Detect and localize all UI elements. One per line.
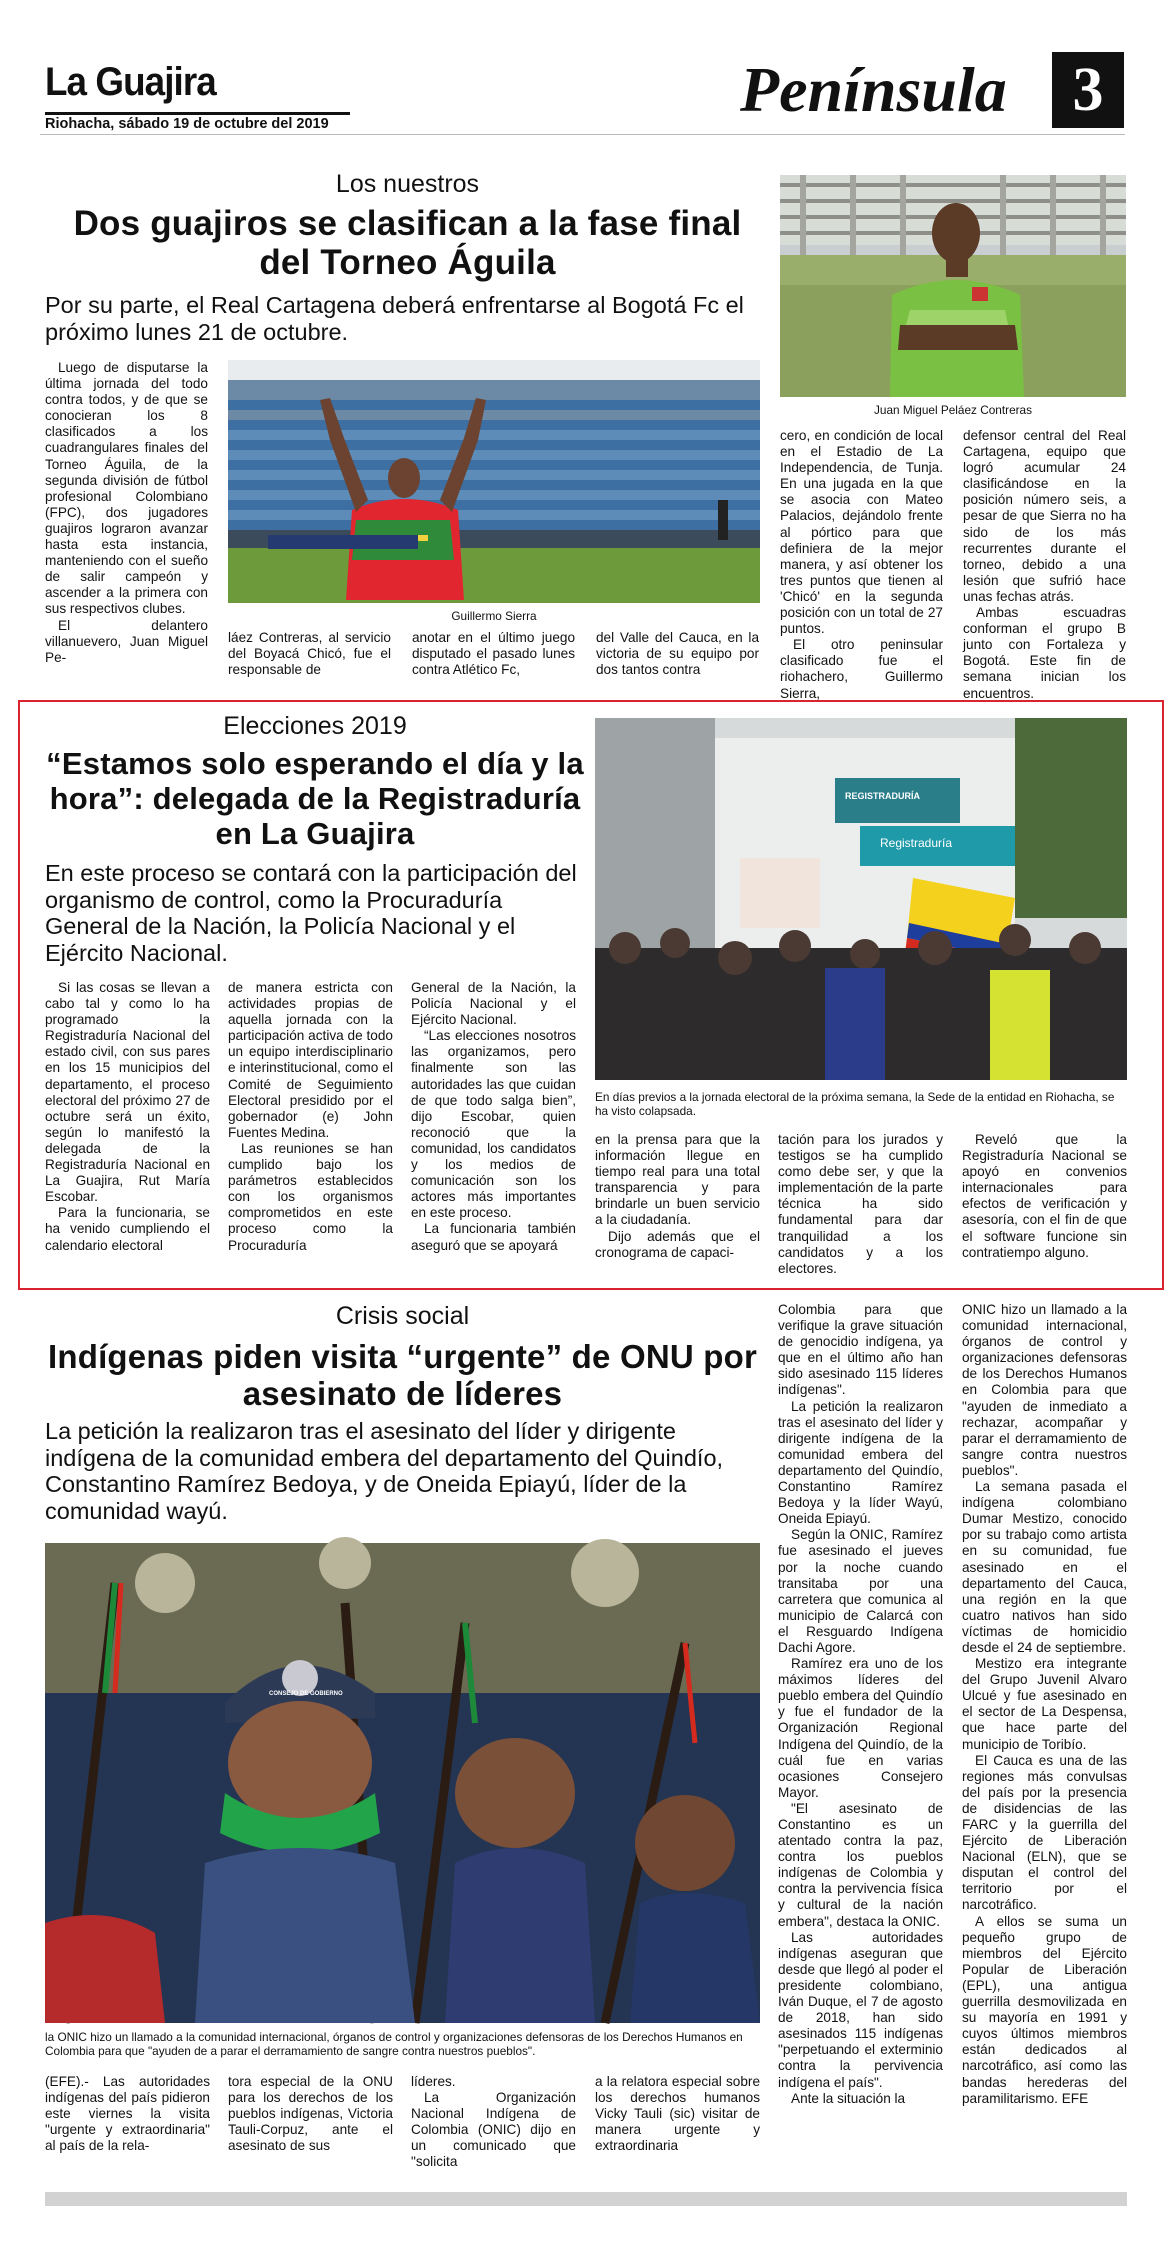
story2-column-2 xyxy=(228,980,393,1270)
photo-registraduria-caption: En días previos a la jornada electoral de la próxima semana, la Sede de la entidad en Riohacha, se ha visto colapsada. xyxy=(595,1090,1115,1118)
story3-paragraph: A ellos se suma un pequeño grupo de miembros del Ejército Popular de Liberación (EPL), una antigua guerrilla desmovilizada en su mayoría en 1991 y cuyos últimos miembros están dedicados al narcotráfico, así como las bandas herederas del paramilitarismo. EFE xyxy=(962,1913,1127,2106)
story2-paragraph: Las reuniones se han cumplido bajo los parámetros establecidos con los organismos comprometidos en este proceso como la Procuraduría xyxy=(228,1140,393,1253)
story3-paragraph: Colombia para que verifique la grave situación de genocidio indígena, ya que en el último año han sido asesinado 115 líderes indígenas". xyxy=(778,1302,943,1398)
photo-pelaez xyxy=(780,175,1126,397)
story2-column-4 xyxy=(595,1132,760,1270)
story1-column-3 xyxy=(412,630,575,692)
photo-pelaez-caption: Juan Miguel Peláez Contreras xyxy=(873,403,1033,417)
registraduria-crowd-image xyxy=(595,718,1127,1080)
dateline: Riohacha, sábado 19 de octubre del 2019 xyxy=(45,116,329,132)
story3-column-4 xyxy=(595,2074,760,2194)
story1-kicker: Los nuestros xyxy=(335,170,480,198)
story1-paragraph: anotar en el último juego disputado el pasado lunes contra Atlético Fc, xyxy=(412,630,575,678)
story3-headline: Indígenas piden visita “urgente” de ONU por asesinato de líderes xyxy=(47,1338,758,1412)
story1-paragraph: Ambas escuadras conforman el grupo B junto con Fortaleza y Bogotá. Este fin de semana inician los encuentros. xyxy=(963,605,1126,701)
section-name: Península xyxy=(740,54,1007,125)
story3-column-6 xyxy=(962,1302,1127,2194)
story2-paragraph: tación para los jurados y testigos se ha cumplido como debe ser, y que la implementación de la parte técnica ha sido fundamental para dar tranquilidad a los candidatos y a los electores. xyxy=(778,1132,943,1276)
story3-paragraph: líderes. xyxy=(411,2074,456,2089)
story1-paragraph: El otro peninsular clasificado fue el riohachero, Guillermo Sierra, xyxy=(780,637,943,701)
story2-column-5 xyxy=(778,1132,943,1276)
masthead-rule xyxy=(45,112,350,115)
story3-paragraph: Las autoridades indígenas aseguran que desde que llegó al poder el presidente colombiano, Iván Duque, el 7 de agosto de 2018, han sido asesinados 115 indígenas "perpetuando el exterminio contra la pervivencia indígena el país". xyxy=(778,1929,943,2090)
story1-paragraph: defensor central del Real Cartagena, equipo que logró acumular 24 clasificándose en la posición número seis, a pesar de que Sierra no ha sido de los más recurrentes durante el torneo, debido a una lesión que sufrió hace unas fechas atrás. xyxy=(963,428,1126,604)
story3-paragraph: ONIC hizo un llamado a la comunidad internacional, órganos de control y organizaciones defensoras de los Derechos Humanos en Colombia para que "ayuden de inmediato a rechazar, acompañar y parar el derramamiento de sangre contra nuestros pueblos". xyxy=(962,1302,1127,1478)
story1-column-1 xyxy=(45,360,208,692)
story3-column-5 xyxy=(778,1302,943,2194)
story2-deck: En este proceso se contará con la participación del organismo de control, como la Procuraduría General de la Nación, la Policía Nacional y el Ejército Nacional. xyxy=(45,860,577,966)
paper-name: La Guajira xyxy=(45,60,216,104)
story2-column-3 xyxy=(411,980,576,1270)
story1-column-5 xyxy=(780,428,943,701)
story3-deck: La petición la realizaron tras el asesinato del líder y dirigente indígena de la comunidad embera del departamento del Quindío, Constantino Ramírez Bedoya, y de Oneida Epiayú, líder de la comunidad wayú. xyxy=(45,1418,724,1524)
photo-indigenas xyxy=(45,1543,760,2023)
story1-paragraph: El delantero villanuevero, Juan Miguel Pe- xyxy=(45,617,208,665)
story1-paragraph: láez Contreras, al servicio del Boyacá Chicó, fue el responsable de xyxy=(228,630,391,678)
story1-column-4 xyxy=(596,630,759,692)
story3-paragraph: La petición la realizaron tras el asesinato del líder y dirigente indígena de la comunidad embera del departamento del Quindío, Constantino Ramírez Bedoya y la líder Wayú, Oneida Epiayú. xyxy=(778,1398,943,1527)
story1-paragraph: cero, en condición de local en el Estadio de La Independencia, de Tunja. En una jugada en la que se asocia con Mateo Palacios, dejándolo frente al pórtico para que definiera de la mejor manera, y así obtener los tres puntos que tienen al 'Chicó' en la segunda posición con un total de 27 puntos. xyxy=(780,428,943,637)
page-number: 3 xyxy=(1072,56,1104,124)
story2-column-6 xyxy=(962,1132,1127,1270)
story-torneo-aguila xyxy=(0,160,1165,701)
masthead xyxy=(0,0,1165,140)
photo-cap-text: CONSEJO DE GOBIERNO xyxy=(269,1691,343,1697)
story3-column-2 xyxy=(228,2074,393,2194)
story1-headline: Dos guajiros se clasifican a la fase final del Torneo Águila xyxy=(73,204,742,282)
story3-paragraph: Según la ONIC, Ramírez fue asesinado el jueves por la noche cuando transitaba por una carretera que comunica al municipio de Calarcá con el Resguardo Indígena Dachi Agore. xyxy=(778,1527,943,1655)
story-elecciones xyxy=(0,700,1165,1290)
story2-paragraph: La funcionaria también aseguró que se apoyará xyxy=(411,1221,576,1253)
page-footer-bar xyxy=(45,2192,1127,2206)
player-portrait-image xyxy=(780,175,1126,397)
story3-paragraph: tora especial de la ONU para los derechos de los pueblos indígenas, Victoria Tauli-Corpuz, ante el asesinato de sus xyxy=(228,2074,393,2154)
story2-paragraph: Si las cosas se llevan a cabo tal y como lo ha programado la Registraduría Nacional del estado civil, con sus pares en los 15 municipios del departamento, el proceso electoral del próximo 27 de octubre será un éxito, según lo manifestó la delegada de la Registraduría Nacional en La Guajira, Rut María Escobar. xyxy=(45,980,210,1205)
story2-paragraph: General de la Nación, la Policía Nacional y el Ejército Nacional. xyxy=(411,980,576,1028)
story2-paragraph: “Las elecciones nosotros las organizamos, pero finalmente son las autoridades las que cuidan de que todo salga bien”, dijo Escobar, quien reconoció que la comunidad, los candidatos y los medios de comunicación son los actores más importantes en este proceso. xyxy=(411,1028,576,1221)
photo-indigenas-caption: la ONIC hizo un llamado a la comunidad internacional, órganos de control y organizaciones defensoras de los Derechos Humanos en Colombia para que "ayuden de a parar el derramamiento de sangre contra nuestros pueblos". xyxy=(45,2030,743,2058)
story2-paragraph: Reveló que la Registraduría Nacional se apoyó en convenios internacionales para efectos de verificación y asesoría, con el fin de que el software funcione sin contratiempo alguno. xyxy=(962,1132,1127,1260)
photo-sierra-caption: Guillermo Sierra xyxy=(451,609,537,623)
story3-paragraph: La semana pasada el indígena colombiano Dumar Mestizo, conocido por su trabajo como artista en su comunidad, fue asesinado en el departamento del Cauca, una región en la que cuatro nativos han sido víctimas de homicidio desde el 24 de septiembre. xyxy=(962,1479,1127,1655)
story3-paragraph: Mestizo era integrante del Grupo Juvenil Alvaro Ulcué y fue asesinado en el sector de La Despensa, que hace parte del municipio de Toribío. xyxy=(962,1656,1127,1752)
story3-paragraph: a la relatora especial sobre los derechos humanos Vicky Tauli (sic) visitar de manera urgente y extraordinaria xyxy=(595,2074,760,2154)
story2-paragraph: en la prensa para que la información llegue en tiempo real para una total transparencia y para brindarle un buen servicio a la ciudadanía. xyxy=(595,1132,760,1228)
story2-kicker: Elecciones 2019 xyxy=(223,712,407,740)
story3-column-1 xyxy=(45,2074,210,2194)
story3-paragraph: (EFE).- Las autoridades indígenas del país pidieron este viernes la visita "urgente y extraordinaria" al país de la rela- xyxy=(45,2074,210,2154)
page-number-box xyxy=(1052,52,1124,128)
story3-paragraph: "El asesinato de Constantino es un atentado contra la paz, contra los pueblos indígenas de Colombia y contra la pervivencia física y cultural de la nación embera", destaca la ONIC. xyxy=(778,1800,943,1929)
player-celebration-image xyxy=(228,360,760,603)
story-indigenas-onu xyxy=(0,1298,1165,2213)
story2-headline: “Estamos solo esperando el día y la hora”: delegada de la Registraduría en La Guajira xyxy=(46,746,584,851)
story3-paragraph: Ramírez era uno de los máximos líderes del pueblo embera del Quindío y fue el fundador de la Organización Regional Indígena del Quindío, de la cuál fue en varias ocasiones Consejero Mayor. xyxy=(778,1656,943,1800)
story3-paragraph: El Cauca es una de las regiones más convulsas del país por la presencia de disidencias de las FARC y la guerrilla del Ejército de Liberación Nacional (ELN), que se disputan el control del territorio por el narcotráfico. xyxy=(962,1752,1127,1913)
story3-column-3 xyxy=(411,2074,576,2194)
story2-paragraph: Dijo además que el cronograma de capaci- xyxy=(595,1228,760,1260)
story3-kicker: Crisis social xyxy=(335,1302,470,1330)
photo-sign-2: Registraduría xyxy=(880,836,953,850)
story1-paragraph: del Valle del Cauca, en la victoria de su equipo por dos tantos contra xyxy=(596,630,759,678)
story2-paragraph: de manera estricta con actividades propias de aquella jornada con la participación activa de todo un equipo interdisciplinario e interinstitucional, como el Comité de Seguimiento Electoral presidido por el gobernador (e) John Fuentes Medina. xyxy=(228,980,393,1140)
story2-paragraph: Para la funcionaria, se ha venido cumpliendo el calendario electoral xyxy=(45,1205,210,1253)
story3-paragraph: La Organización Nacional Indígena de Colombia (ONIC) dijo en un comunicado que "solicita xyxy=(411,2090,576,2170)
photo-registraduria xyxy=(595,718,1127,1080)
story1-deck: Por su parte, el Real Cartagena deberá enfrentarse al Bogotá Fc el próximo lunes 21 de octubre. xyxy=(45,292,744,345)
story2-column-1 xyxy=(45,980,210,1270)
story3-paragraph: Ante la situación la xyxy=(791,2090,906,2106)
story1-column-6 xyxy=(963,428,1126,701)
indigenous-guard-image xyxy=(45,1543,760,2023)
photo-sign-1: REGISTRADURÍA xyxy=(845,791,921,801)
masthead-bottom-rule xyxy=(40,134,1125,135)
photo-sierra xyxy=(228,360,760,603)
story1-column-2 xyxy=(228,630,391,692)
story1-paragraph: Luego de disputarse la última jornada del todo contra todos, y de que se conocieran los 8 clasificados a los cuadrangulares finales del Torneo Águila, de la segunda división de fútbol profesional Colombiano (FPC), dos jugadores guajiros lograron avanzar hasta esta instancia, manteniendo con el sueño de salir campeón y ascender a la primera con sus respectivos clubes. xyxy=(45,360,208,617)
